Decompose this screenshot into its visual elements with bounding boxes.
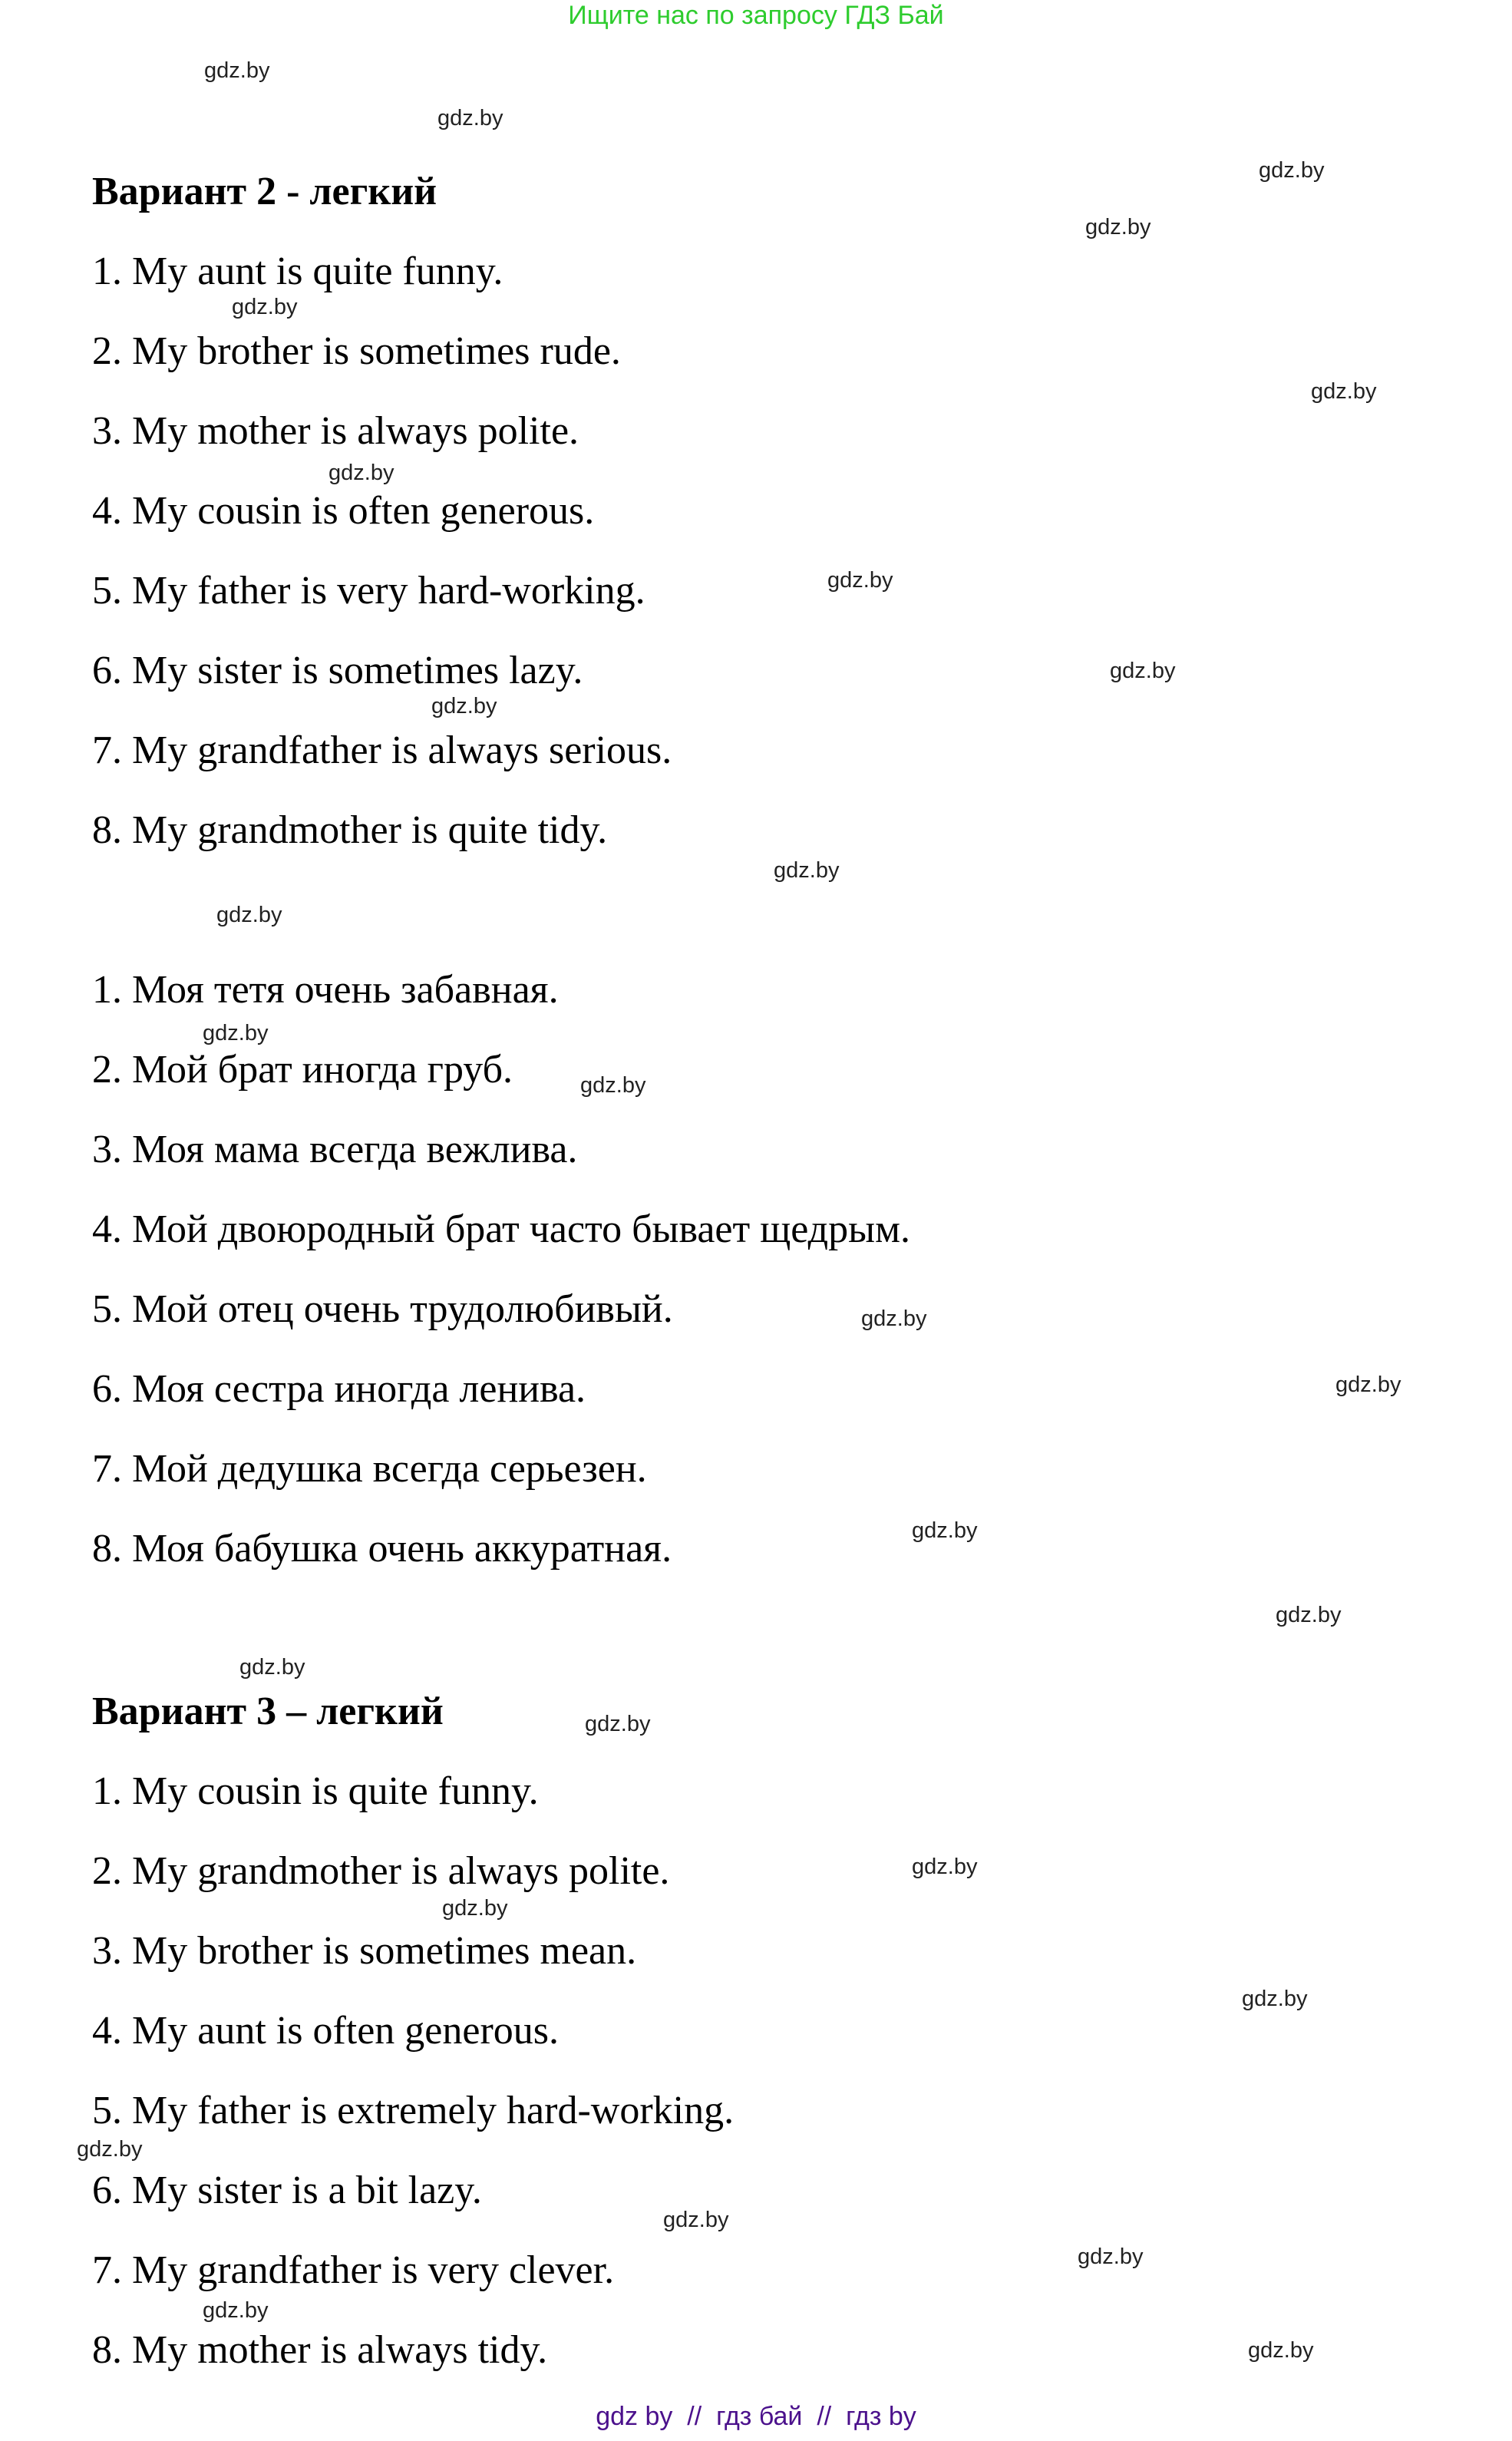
- variant-3-en-line-4: 4. My aunt is often generous.: [92, 2009, 560, 2053]
- variant-3-en-line-1: 1. My cousin is quite funny.: [92, 1769, 539, 1813]
- watermark: gdz.by: [1276, 1603, 1342, 1627]
- watermark: gdz.by: [663, 2208, 729, 2232]
- watermark: gdz.by: [328, 461, 395, 485]
- watermark: gdz.by: [1085, 215, 1151, 239]
- variant-2-heading: Вариант 2 - легкий: [92, 170, 437, 213]
- watermark: gdz.by: [203, 1021, 269, 1045]
- watermark: gdz.by: [861, 1306, 927, 1331]
- variant-2-ru-line-5: 5. Мой отец очень трудолюбивый.: [92, 1287, 673, 1331]
- watermark: gdz.by: [1248, 2338, 1314, 2363]
- watermark: gdz.by: [580, 1073, 646, 1098]
- watermark: gdz.by: [1311, 379, 1377, 404]
- variant-2-en-line-8: 8. My grandmother is quite tidy.: [92, 808, 608, 852]
- variant-2-ru-line-4: 4. Мой двоюродный брат часто бывает щедрым.: [92, 1207, 910, 1251]
- variant-2-en-line-7: 7. My grandfather is always serious.: [92, 728, 672, 772]
- watermark: gdz.by: [585, 1712, 651, 1736]
- watermark: gdz.by: [1259, 158, 1325, 183]
- variant-2-ru-line-2: 2. Мой брат иногда груб.: [92, 1048, 513, 1092]
- variant-2-ru-line-3: 3. Моя мама всегда вежлива.: [92, 1128, 578, 1171]
- variant-3-en-line-6: 6. My sister is a bit lazy.: [92, 2168, 482, 2212]
- variant-2-en-line-4: 4. My cousin is often generous.: [92, 489, 595, 533]
- watermark: gdz.by: [827, 568, 893, 593]
- variant-2-ru-line-1: 1. Моя тетя очень забавная.: [92, 968, 559, 1012]
- watermark: gdz.by: [1078, 2244, 1144, 2269]
- watermark: gdz.by: [912, 1518, 978, 1543]
- variant-2-ru-line-8: 8. Моя бабушка очень аккуратная.: [92, 1527, 672, 1571]
- watermark: gdz.by: [216, 903, 282, 927]
- variant-2-ru-line-6: 6. Моя сестра иногда ленива.: [92, 1367, 586, 1411]
- variant-3-heading: Вариант 3 – легкий: [92, 1690, 444, 1733]
- variant-2-ru-line-7: 7. Мой дедушка всегда серьезен.: [92, 1447, 647, 1491]
- watermark: gdz.by: [1335, 1372, 1401, 1397]
- watermark: gdz.by: [1242, 1987, 1308, 2011]
- variant-2-en-line-1: 1. My aunt is quite funny.: [92, 249, 503, 293]
- watermark: gdz.by: [774, 858, 840, 883]
- watermark: gdz.by: [431, 694, 497, 718]
- variant-3-en-line-8: 8. My mother is always tidy.: [92, 2328, 548, 2372]
- variant-3-en-line-2: 2. My grandmother is always polite.: [92, 1849, 670, 1893]
- watermark: gdz.by: [239, 1655, 305, 1680]
- variant-3-en-line-7: 7. My grandfather is very clever.: [92, 2248, 615, 2292]
- watermark: gdz.by: [437, 106, 503, 130]
- variant-3-en-line-5: 5. My father is extremely hard-working.: [92, 2089, 735, 2132]
- watermark: gdz.by: [232, 295, 298, 319]
- watermark: gdz.by: [1110, 659, 1176, 683]
- watermark: gdz.by: [77, 2137, 143, 2162]
- watermark: gdz.by: [204, 58, 270, 83]
- watermark: gdz.by: [442, 1896, 508, 1921]
- variant-3-en-line-3: 3. My brother is sometimes mean.: [92, 1929, 637, 1973]
- variant-2-en-line-2: 2. My brother is sometimes rude.: [92, 329, 621, 373]
- variant-2-en-line-5: 5. My father is very hard-working.: [92, 569, 645, 613]
- footer-links: gdz by // гдз бай // гдз by: [596, 2402, 916, 2431]
- variant-2-en-line-3: 3. My mother is always polite.: [92, 409, 579, 453]
- search-banner: Ищите нас по запросу ГДЗ Бай: [568, 1, 944, 30]
- watermark: gdz.by: [203, 2298, 269, 2323]
- variant-2-en-line-6: 6. My sister is sometimes lazy.: [92, 649, 583, 692]
- watermark: gdz.by: [912, 1855, 978, 1879]
